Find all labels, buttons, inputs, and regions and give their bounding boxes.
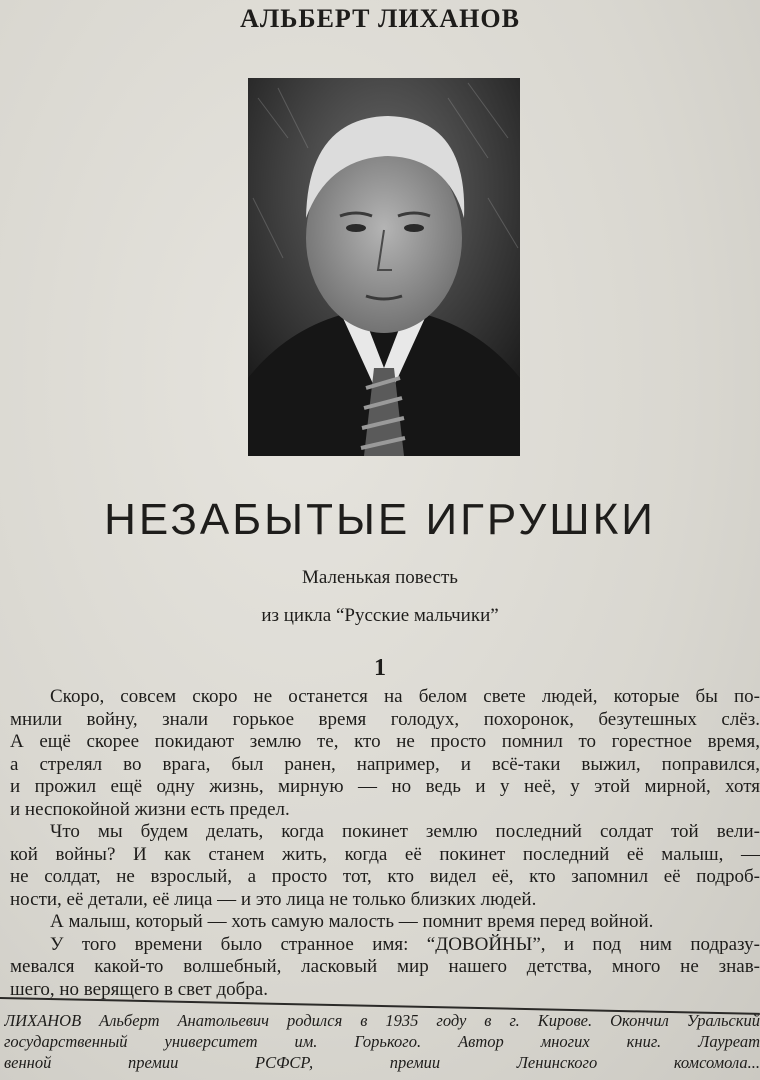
body-line: а стрелял во врага, был ранен, например, и всё-таки выжил, поправился,: [10, 753, 760, 775]
body-line: и неспокойной жизни есть предел.: [10, 798, 290, 820]
footnote-line: государственный университет им. Горького. Автор многих книг. Лауреат: [4, 1032, 760, 1051]
subtitle-cycle: из цикла “Русские мальчики”: [261, 605, 499, 626]
story-title: НЕЗАБЫТЫЕ ИГРУШКИ: [104, 495, 656, 544]
author-footnote: [4, 1010, 760, 1073]
author-name: АЛЬБЕРТ ЛИХАНОВ: [240, 4, 520, 33]
body-line: А ещё скорее покидают землю те, кто не просто помнил то горестное время,: [10, 731, 760, 752]
author-portrait: [248, 78, 520, 456]
body-line: и прожил ещё одну жизнь, мирную — но ведь и у неё, у этой мирной, хотя: [10, 776, 760, 797]
body-line: мевался какой-то волшебный, ласковый мир нашего детства, много не знав-: [10, 956, 760, 977]
body-line: не солдат, не взрослый, а просто тот, кто видел её, кто запомнил её подроб-: [10, 866, 760, 887]
body-line: мнили войну, знали горькое время голодух, похоронок, безутешных слёз.: [10, 708, 760, 730]
body-line: ности, её детали, её лица — и это лица не только близких людей.: [10, 888, 537, 910]
body-line: кой войны? И как станем жить, когда её покинет последний её малыш, —: [10, 843, 760, 865]
portrait-image: [248, 78, 520, 456]
body-line: Что мы будем делать, когда покинет землю последний солдат той вели-: [50, 821, 760, 842]
footnote-line: ЛИХАНОВ Альберт Анатольевич родился в 1935 году в г. Кирове. Окончил Уральский: [4, 1011, 760, 1030]
body-line: А малыш, который — хоть самую малость — помнит время перед войной.: [50, 911, 654, 932]
body-line: шего, но верящего в свет добра.: [10, 978, 268, 1000]
footnote-line: венной премии РСФСР, премии Ленинского комсомола...: [4, 1053, 760, 1072]
chapter-number: 1: [374, 655, 386, 681]
body-line: У того времени было странное имя: “ДОВОЙНЫ”, и под ним подразу-: [50, 933, 760, 955]
subtitle-genre: Маленькая повесть: [302, 567, 458, 588]
body-line: Скоро, совсем скоро не останется на белом свете людей, которые бы по-: [50, 686, 760, 707]
body-text: [10, 686, 760, 1001]
